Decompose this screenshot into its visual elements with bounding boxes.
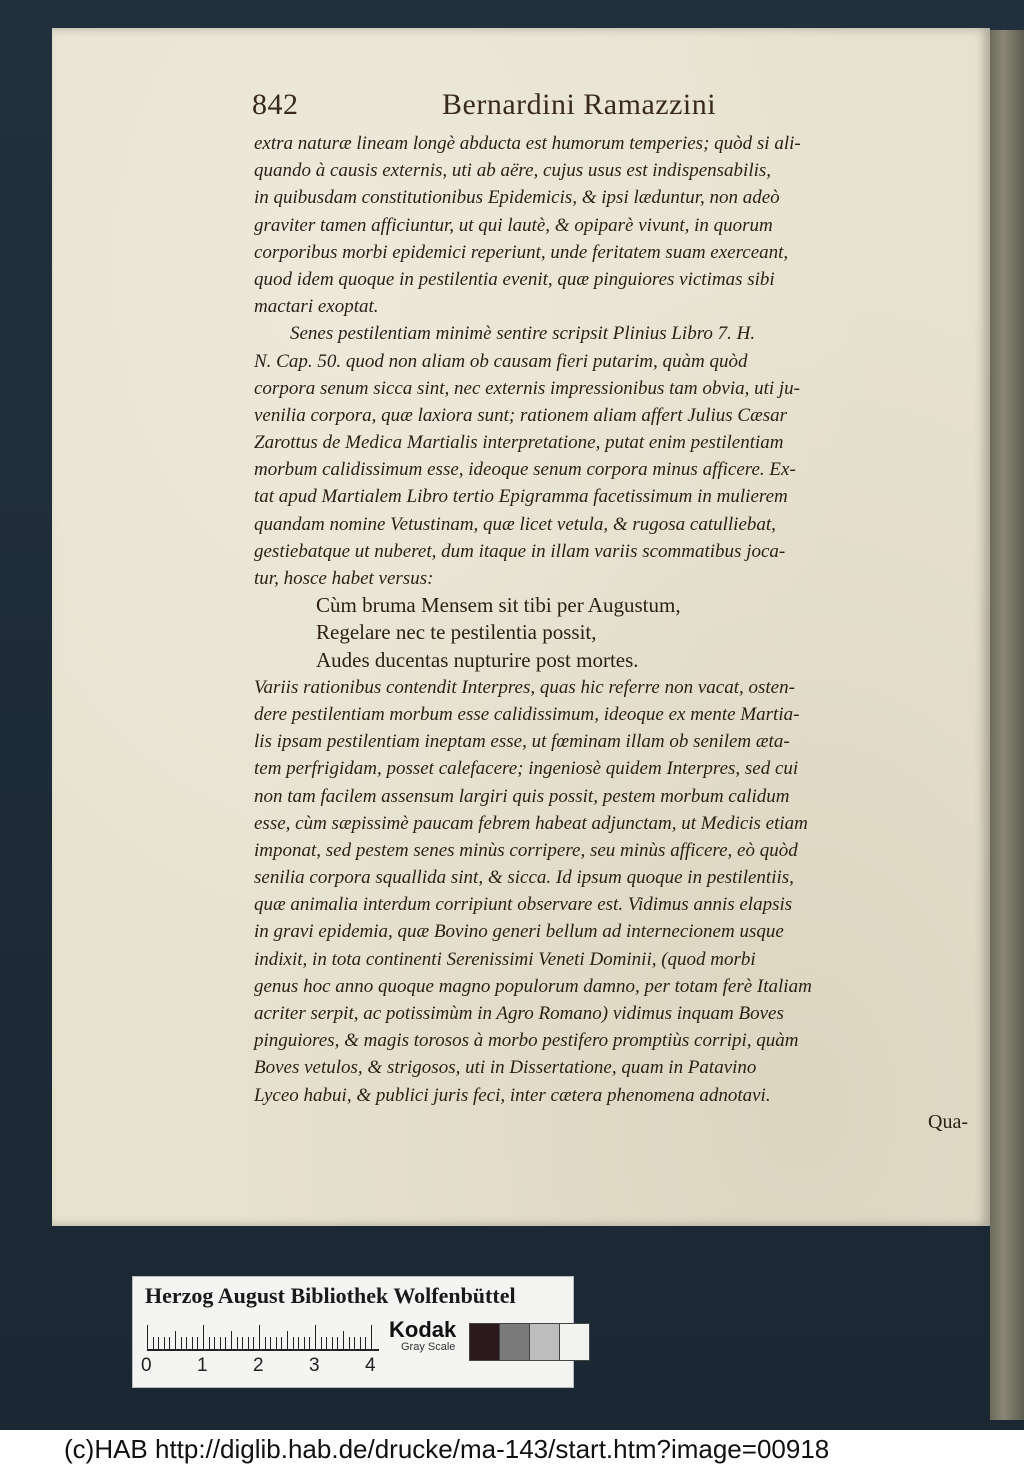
ruler-tick (371, 1325, 372, 1349)
scale-number: 4 (365, 1355, 376, 1376)
text-line: Senes pestilentiam minimè sentire scripsit Plinius Libro 7. H. (290, 323, 756, 345)
ruler-tick (293, 1337, 294, 1349)
text-line: Variis rationibus contendit Interpres, quas hic referre non vacat, osten- (254, 676, 795, 698)
text-line: acriter serpit, ac potissimùm in Agro Romano) vidimus inquam Boves (254, 1003, 784, 1024)
gray-swatch (559, 1323, 590, 1361)
text-line: tat apud Martialem Libro tertio Epigramma facetissimum in mulierem (254, 486, 788, 508)
ruler-tick (164, 1337, 165, 1349)
text-line: quæ animalia interdum corripiunt observare est. Vidimus annis elapsis (254, 894, 793, 916)
ruler-tick (153, 1337, 154, 1349)
text-line: quando à causis externis, uti ab aëre, cujus usus est indispensabilis, (254, 160, 772, 182)
scale-number: 0 (141, 1355, 152, 1376)
text-line: esse, cùm sæpissimè paucam febrem habeat adjunctam, ut Medicis etiam (254, 812, 808, 834)
ruler-tick (175, 1331, 176, 1349)
text-line: gestiebatque ut nuberet, dum itaque in illam variis scommatibus joca- (254, 540, 786, 562)
ruler-tick (265, 1337, 266, 1349)
gray-scale-label: Gray Scale (401, 1341, 456, 1353)
kodak-logo: Kodak (389, 1317, 457, 1342)
text-line: Zarottus de Medica Martialis interpretatione, putat enim pestilentiam (254, 432, 784, 454)
ruler-tick (253, 1337, 254, 1349)
text-line: Lyceo habui, & publici juris feci, inter cætera phenomena adnotavi. (254, 1084, 771, 1106)
text-line: corpora senum sicca sint, nec externis impressionibus tam obvia, uti ju- (254, 377, 801, 399)
ruler-tick (169, 1337, 170, 1349)
ruler-tick (276, 1337, 277, 1349)
text-line: morbum calidissimum esse, ideoque senum corpora minus afficere. Ex- (254, 459, 796, 481)
text-line: pinguiores, & magis torosos à morbo pestifero promptiùs corripi, quàm (254, 1030, 799, 1052)
ruler-tick (304, 1337, 305, 1349)
ruler-tick (281, 1337, 282, 1349)
scale-number: 3 (309, 1355, 320, 1376)
text-line: in gravi epidemia, quæ Bovino generi bellum ad internecionem usque (254, 921, 784, 943)
ruler-tick (326, 1337, 327, 1349)
ruler-tick (270, 1337, 271, 1349)
ruler-tick (186, 1337, 187, 1349)
ruler-tick (220, 1337, 221, 1349)
ruler-tick (197, 1337, 198, 1349)
ruler-tick (231, 1331, 232, 1349)
ruler-tick (349, 1337, 350, 1349)
ruler-tick (354, 1337, 355, 1349)
ruler-tick (248, 1337, 249, 1349)
text-line: venilia corpora, quæ laxiora sunt; rationem aliam affert Julius Cæsar (254, 404, 788, 426)
text-line: extra naturæ lineam longè abducta est humorum temperies; quòd si ali- (254, 133, 801, 154)
scale-numbers (141, 1355, 381, 1379)
running-title: Bernardini Ramazzini (442, 88, 717, 121)
ruler-tick (337, 1337, 338, 1349)
page-number: 842 (252, 88, 299, 121)
ruler-tick (158, 1337, 159, 1349)
text-line: tur, hosce habet versus: (254, 568, 434, 589)
text-line: dere pestilentiam morbum esse calidissimum, ideoque ex mente Martia- (254, 703, 800, 725)
ruler-tick (181, 1337, 182, 1349)
ruler-tick (209, 1337, 210, 1349)
text-line: Boves vetulos, & strigosos, uti in Dissertatione, quam in Patavino (254, 1057, 757, 1079)
text-line: tem perfrigidam, posset calefacere; ingeniosè quidem Interpres, sed cui (254, 758, 799, 780)
text-line: quandam nomine Vetustinam, quæ licet vetula, & rugosa catulliebat, (254, 513, 776, 535)
credit-url[interactable]: (c)HAB http://diglib.hab.de/drucke/ma-143/start.htm?image=00918 (64, 1434, 830, 1464)
text-line: Regelare nec te pestilentia possit, (316, 620, 597, 645)
text-line: N. Cap. 50. quod non aliam ob causam fieri putarim, quàm quòd (254, 350, 748, 372)
ruler-tick (203, 1325, 204, 1349)
text-line: Cùm bruma Mensem sit tibi per Augustum, (316, 593, 681, 618)
ruler-tick (237, 1337, 238, 1349)
ruler-tick (192, 1337, 193, 1349)
scale-number: 2 (253, 1355, 264, 1376)
ruler-tick (360, 1337, 361, 1349)
gray-swatch (499, 1323, 530, 1361)
text-line: genus hoc anno quoque magno populorum damno, per totam ferè Italiam (254, 975, 812, 997)
text-line: in quibusdam constitutionibus Epidemicis, & ipsi læduntur, non adeò (254, 187, 780, 209)
gray-swatch (469, 1323, 500, 1361)
ruler-tick (214, 1337, 215, 1349)
ruler-tick (315, 1325, 316, 1349)
text-line: graviter tamen afficiuntur, ut qui lautè, & opiparè vivunt, in quorum (254, 214, 773, 236)
text-line: mactari exoptat. (254, 296, 379, 318)
text-line: lis ipsam pestilentiam ineptam esse, ut fœminam illam ob senilem æta- (254, 731, 790, 753)
text-line: senilia corpora squallida sint, & sicca. Id ipsum quoque in pestilentiis, (254, 867, 794, 889)
text-line: non tam facilem assensum largiri quis possit, pestem morbum calidum (254, 785, 790, 807)
library-title: Herzog August Bibliothek Wolfenbüttel (145, 1283, 516, 1308)
ruler-tick (225, 1337, 226, 1349)
gray-swatch (529, 1323, 560, 1361)
ruler-tick (242, 1337, 243, 1349)
running-head (252, 88, 972, 128)
footer-bar (0, 1430, 1024, 1470)
text-line: imponat, sed pestem senes minùs corripere, seu minùs afficere, eò quòd (254, 839, 798, 861)
text-line: corporibus morbi epidemici reperiunt, unde feritatem suam exerceant, (254, 241, 789, 263)
ruler-tick (321, 1337, 322, 1349)
next-page-edge (990, 30, 1024, 1420)
book-page (52, 28, 990, 1226)
ruler-tick (259, 1325, 260, 1349)
ruler-tick (343, 1331, 344, 1349)
text-line: quod idem quoque in pestilentia evenit, quæ pinguiores victimas sibi (254, 268, 775, 290)
ruler-tick (365, 1337, 366, 1349)
scale-ruler (147, 1323, 379, 1351)
ruler-tick (332, 1337, 333, 1349)
ruler-tick (298, 1337, 299, 1349)
ruler-tick (147, 1325, 148, 1349)
ruler-tick (309, 1337, 310, 1349)
text-line: Audes ducentas nupturire post mortes. (316, 647, 639, 672)
scale-number: 1 (197, 1355, 208, 1376)
text-line: Qua- (928, 1110, 968, 1133)
text-line: indixit, in tota continenti Serenissimi Veneti Dominii, (quod morbi (254, 948, 756, 970)
color-target-card (132, 1276, 574, 1388)
ruler-tick (287, 1331, 288, 1349)
body-text (254, 130, 988, 1136)
